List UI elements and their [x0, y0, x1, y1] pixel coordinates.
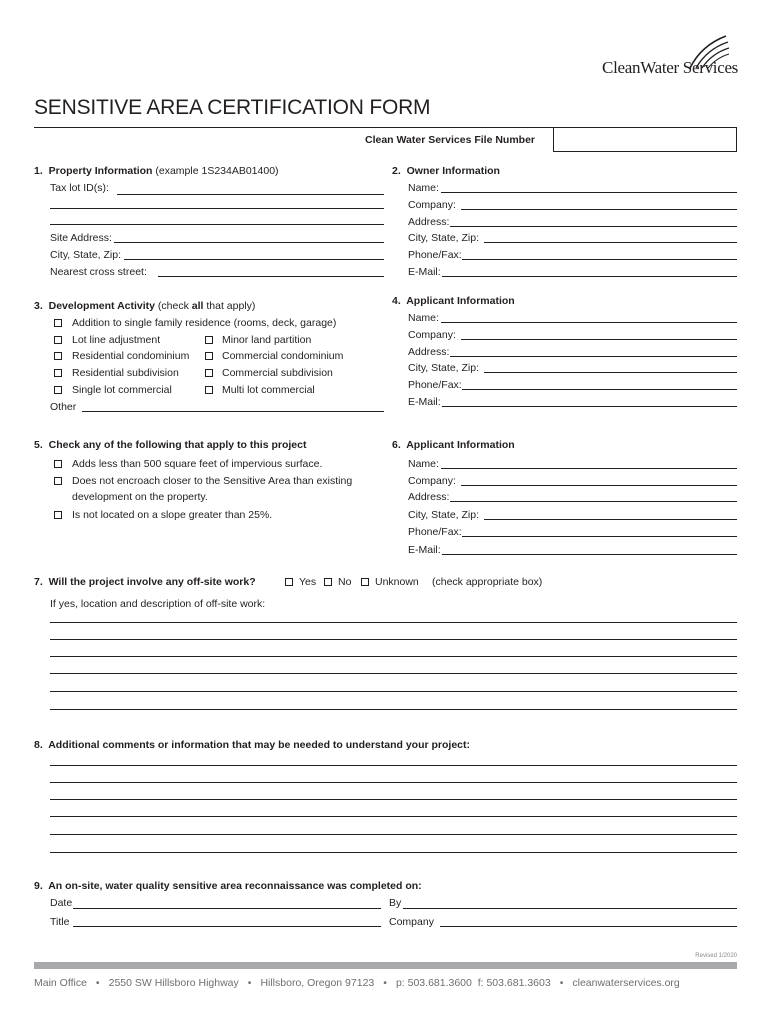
section-2-heading [392, 165, 500, 177]
section-4-heading [392, 295, 515, 307]
clean-water-services-logo [573, 34, 738, 82]
section-9-title: An on-site, water quality sensitive area reconnaissance was completed on: [48, 880, 422, 892]
checkbox-offsite-unknown[interactable] [361, 578, 369, 586]
footer-contact [34, 977, 737, 989]
applicant-email-label: E-Mail: [408, 396, 441, 408]
section-3-hint-post: that apply) [203, 300, 256, 312]
date-label: Date [50, 897, 73, 909]
owner-company-label: Company: [408, 199, 456, 211]
site-address-label: Site Address: [50, 232, 112, 244]
page-title: SENSITIVE AREA CERTIFICATION FORM [34, 96, 431, 119]
applicant-name-field[interactable] [441, 322, 737, 323]
applicant-city-label: City, State, Zip: [408, 362, 479, 374]
section-4-number: 4. [392, 295, 401, 307]
section-2-number: 2. [392, 165, 401, 177]
checkbox-com-subdivision[interactable] [205, 369, 213, 377]
option-addition: Addition to single family residence (rooms, deck, garage) [72, 317, 337, 329]
applicant2-city-field[interactable] [484, 519, 737, 520]
section-6-title: Applicant Information [406, 439, 515, 451]
checkbox-minor-partition[interactable] [205, 336, 213, 344]
section-8-number: 8. [34, 739, 43, 751]
footer-bullet-2: • [247, 977, 252, 989]
section-9-heading [34, 880, 422, 892]
option-minor-partition: Minor land partition [222, 334, 312, 346]
checkbox-multi-lot[interactable] [205, 386, 213, 394]
comments-line-4[interactable] [50, 816, 737, 817]
applicant-email-field[interactable] [442, 406, 737, 407]
city-state-zip-label: City, State, Zip: [50, 249, 121, 261]
comments-line-5[interactable] [50, 834, 737, 835]
footer-bar [34, 962, 737, 969]
option-com-condo: Commercial condominium [222, 350, 344, 362]
checkbox-single-lot[interactable] [54, 386, 62, 394]
section-4-title: Applicant Information [406, 295, 515, 307]
owner-name-label: Name: [408, 182, 439, 194]
offsite-yes-label: Yes [299, 576, 317, 588]
section-2-title: Owner Information [406, 165, 500, 177]
section-1-example: (example 1S234AB01400) [155, 165, 279, 177]
offsite-line-1[interactable] [50, 622, 737, 623]
offsite-line-2[interactable] [50, 639, 737, 640]
file-number-field[interactable] [553, 127, 737, 152]
offsite-line-5[interactable] [50, 691, 737, 692]
city-state-zip-field[interactable] [124, 259, 384, 260]
comments-line-2[interactable] [50, 782, 737, 783]
option-res-condo: Residential condominium [72, 350, 190, 362]
checkbox-res-subdivision[interactable] [54, 369, 62, 377]
section-7-number: 7. [34, 576, 43, 588]
comments-line-6[interactable] [50, 852, 737, 853]
checkbox-impervious[interactable] [54, 460, 62, 468]
option-impervious: Adds less than 500 square feet of impervious surface. [72, 458, 323, 470]
section-1-title: Property Information [48, 165, 153, 177]
offsite-no-label: No [338, 576, 352, 588]
applicant2-email-label: E-Mail: [408, 544, 441, 556]
owner-city-label: City, State, Zip: [408, 232, 479, 244]
applicant2-address-label: Address: [408, 491, 450, 503]
applicant-name-label: Name: [408, 312, 439, 324]
section-3-hint-bold: all [191, 300, 204, 312]
by-label: By [389, 897, 402, 909]
section-6-heading [392, 439, 515, 451]
footer-web[interactable]: cleanwaterservices.org [572, 977, 680, 989]
section-3-title: Development Activity [48, 300, 155, 312]
comments-line-1[interactable] [50, 765, 737, 766]
option-encroach: Does not encroach closer to the Sensitive Area than existing [72, 475, 353, 487]
section-7-heading [34, 576, 256, 588]
applicant2-name-field[interactable] [441, 468, 737, 469]
offsite-line-3[interactable] [50, 656, 737, 657]
option-res-subdivision: Residential subdivision [72, 367, 179, 379]
applicant2-city-label: City, State, Zip: [408, 509, 479, 521]
applicant2-email-field[interactable] [442, 554, 737, 555]
footer-office: Main Office [34, 977, 87, 989]
applicant-company-label: Company: [408, 329, 456, 341]
applicant-city-field[interactable] [484, 372, 737, 373]
section-5-heading [34, 439, 306, 451]
checkbox-com-condo[interactable] [205, 352, 213, 360]
by-field[interactable] [403, 908, 737, 909]
option-encroach-cont: development on the property. [72, 491, 208, 503]
title-label: Title [50, 916, 70, 928]
checkbox-encroach[interactable] [54, 477, 62, 485]
owner-address-field[interactable] [450, 226, 737, 227]
section-9-number: 9. [34, 880, 43, 892]
offsite-unknown-label: Unknown [375, 576, 419, 588]
offsite-hint: (check appropriate box) [432, 576, 543, 588]
owner-city-field[interactable] [484, 242, 737, 243]
option-lot-line: Lot line adjustment [72, 334, 161, 346]
offsite-description-label: If yes, location and description of off-site work: [50, 598, 266, 610]
offsite-line-6[interactable] [50, 709, 737, 710]
checkbox-addition[interactable] [54, 319, 62, 327]
logo-text: CleanWater Services [602, 58, 738, 77]
checkbox-offsite-no[interactable] [324, 578, 332, 586]
option-multi-lot: Multi lot commercial [222, 384, 315, 396]
date-field[interactable] [73, 908, 381, 909]
option-single-lot: Single lot commercial [72, 384, 172, 396]
section-1-heading [34, 165, 279, 177]
company-field[interactable] [440, 926, 737, 927]
footer-phone: p: 503.681.3600 [395, 977, 472, 989]
tax-lot-field-3[interactable] [50, 224, 384, 225]
applicant2-company-label: Company: [408, 475, 456, 487]
owner-name-field[interactable] [441, 192, 737, 193]
section-3-hint-pre: (check [157, 300, 192, 312]
applicant2-phone-label: Phone/Fax: [408, 526, 462, 538]
section-6-number: 6. [392, 439, 401, 451]
applicant-address-field[interactable] [450, 356, 737, 357]
applicant2-address-field[interactable] [450, 501, 737, 502]
other-field[interactable] [82, 411, 384, 412]
applicant-phone-label: Phone/Fax: [408, 379, 462, 391]
owner-email-label: E-Mail: [408, 266, 441, 278]
section-8-heading [34, 739, 470, 751]
owner-email-field[interactable] [442, 276, 737, 277]
applicant-address-label: Address: [408, 346, 450, 358]
owner-phone-label: Phone/Fax: [408, 249, 462, 261]
tax-lot-label: Tax lot ID(s): [50, 182, 109, 194]
footer-bullet-3: • [383, 977, 387, 989]
checkbox-slope[interactable] [54, 511, 62, 519]
checkbox-res-condo[interactable] [54, 352, 62, 360]
tax-lot-field[interactable] [117, 194, 384, 195]
section-8-title: Additional comments or information that may be needed to understand your project: [48, 739, 471, 751]
footer-fax: f: 503.681.3603 [477, 977, 551, 989]
section-1-number: 1. [34, 165, 43, 177]
title-field[interactable] [73, 926, 381, 927]
section-5-title: Check any of the following that apply to this project [48, 439, 307, 451]
footer-city: Hillsboro, Oregon 97123 [260, 977, 375, 989]
comments-line-3[interactable] [50, 799, 737, 800]
option-com-subdivision: Commercial subdivision [222, 367, 333, 379]
owner-company-field[interactable] [461, 209, 737, 210]
applicant-phone-field[interactable] [462, 389, 737, 390]
tax-lot-field-2[interactable] [50, 208, 384, 209]
section-7-title: Will the project involve any off-site work? [48, 576, 256, 588]
option-slope: Is not located on a slope greater than 25%. [72, 509, 273, 521]
owner-phone-field[interactable] [462, 259, 737, 260]
applicant2-name-label: Name: [408, 458, 439, 470]
company-label: Company [389, 916, 434, 928]
file-number-label: Clean Water Services File Number [365, 134, 536, 146]
applicant2-phone-field[interactable] [462, 536, 737, 537]
section-5-number: 5. [34, 439, 43, 451]
applicant2-company-field[interactable] [461, 485, 737, 486]
cross-street-field[interactable] [158, 276, 384, 277]
section-3-number: 3. [34, 300, 43, 312]
footer-bullet-4: • [559, 977, 564, 989]
other-label: Other [50, 401, 77, 413]
owner-address-label: Address: [408, 216, 450, 228]
section-3-heading [34, 300, 255, 312]
site-address-field[interactable] [114, 242, 384, 243]
applicant-company-field[interactable] [461, 339, 737, 340]
footer-address: 2550 SW Hillsboro Highway [108, 977, 239, 989]
footer-bullet-1: • [95, 977, 100, 989]
checkbox-lot-line[interactable] [54, 336, 62, 344]
cross-street-label: Nearest cross street: [50, 266, 147, 278]
revised-date: Revised 1/2020 [695, 953, 737, 959]
checkbox-offsite-yes[interactable] [285, 578, 293, 586]
offsite-line-4[interactable] [50, 673, 737, 674]
